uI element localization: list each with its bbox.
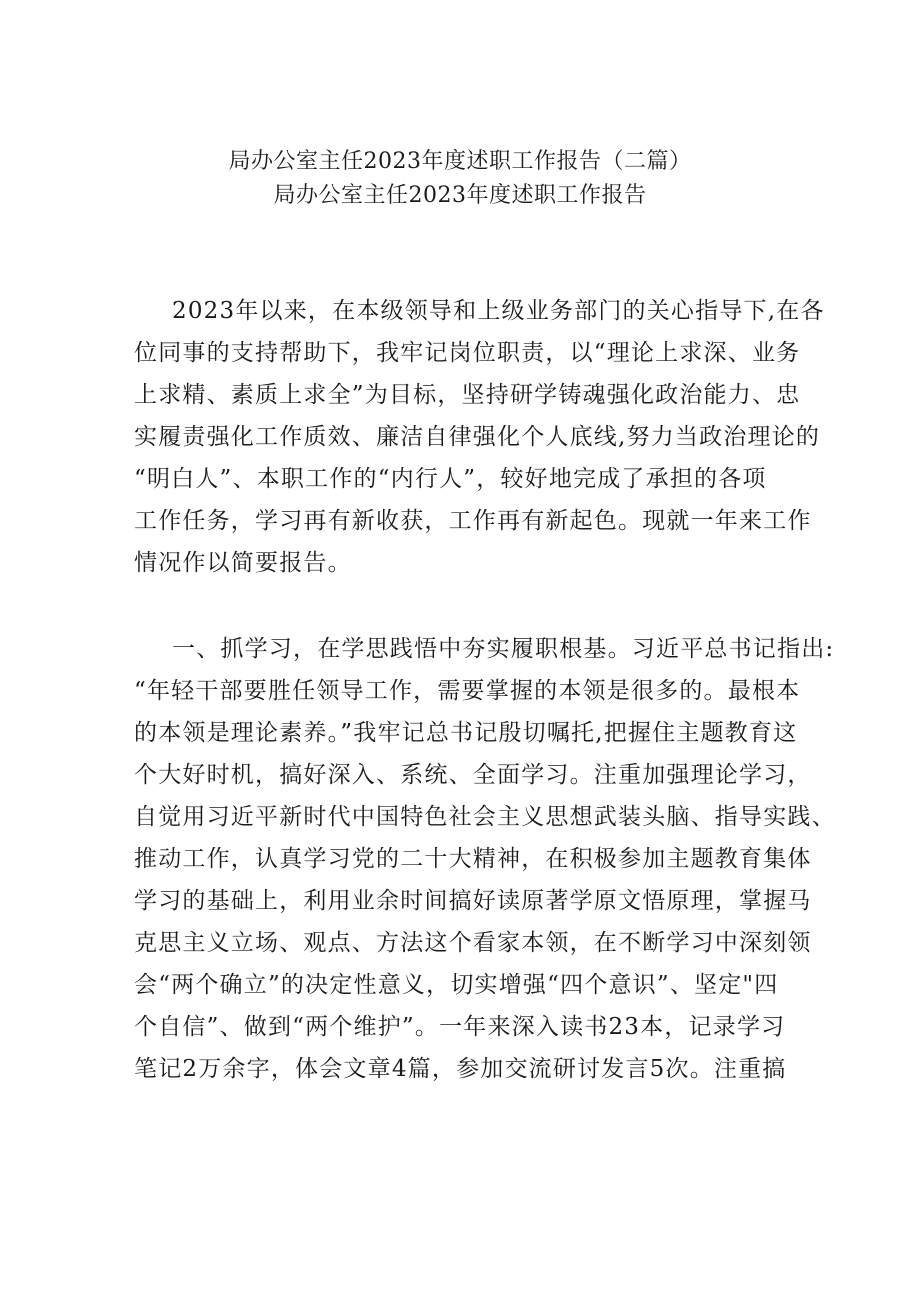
paragraph-line: 位同事的支持帮助下，我牢记岗位职责，以“理论上求深、业务 [134,340,801,366]
paragraph-line: 学习的基础上，利用业余时间搞好读原著学原文悟原理，掌握马 [134,888,812,914]
document-subtitle: 局办公室主任2023年度述职工作报告 [273,183,647,208]
paragraph-line: “年轻干部要胜任领导工作，需要掌握的本领是很多的。最根本 [134,678,801,704]
paragraph-section-1 [134,628,836,1090]
paragraph-line: 的本领是理论素养。”我牢记总书记殷切嘱托,把握住主题教育这 [134,720,798,746]
paragraph-line: 情况作以简要报告。 [134,550,352,576]
paragraph-line: 工作任务，学习再有新收获，工作再有新起色。现就一年来工作 [134,508,812,534]
paragraph-line: 笔记2万余字，体会文章4篇，参加交流研讨发言5次。注重搞 [134,1056,787,1082]
paragraph-line: 推动工作，认真学习党的二十大精神，在积极参加主题教育集体 [134,846,812,872]
paragraph-line: 一、抓学习，在学思践悟中夯实履职根基。习近平总书记指出: [172,636,835,662]
document-title: 局办公室主任2023年度述职工作报告（二篇） [228,149,692,174]
paragraph-line: “明白人”、本职工作的“内行人”，较好地完成了承担的各项 [134,466,767,492]
paragraph-line: 上求精、素质上求全”为目标，坚持研学铸魂强化政治能力、忠 [134,382,801,408]
paragraph-line: 实履责强化工作质效、廉洁自律强化个人底线,努力当政治理论的 [134,424,821,450]
paragraph-line: 2023年以来，在本级领导和上级业务部门的关心指导下,在各 [172,298,825,324]
paragraph-line: 自觉用习近平新时代中国特色社会主义思想武装头脑、指导实践、 [134,804,836,830]
paragraph-line: 克思主义立场、观点、方法这个看家本领，在不断学习中深刻领 [134,930,812,956]
paragraph-intro [134,290,825,584]
paragraph-line: 会“两个确立”的决定性意义，切实增强“四个意识”、坚定"四 [134,972,779,998]
paragraph-line: 个自信”、做到“两个维护”。一年来深入读书23本，记录学习 [134,1014,786,1040]
paragraph-line: 个大好时机，搞好深入、系统、全面学习。注重加强理论学习， [134,762,812,788]
